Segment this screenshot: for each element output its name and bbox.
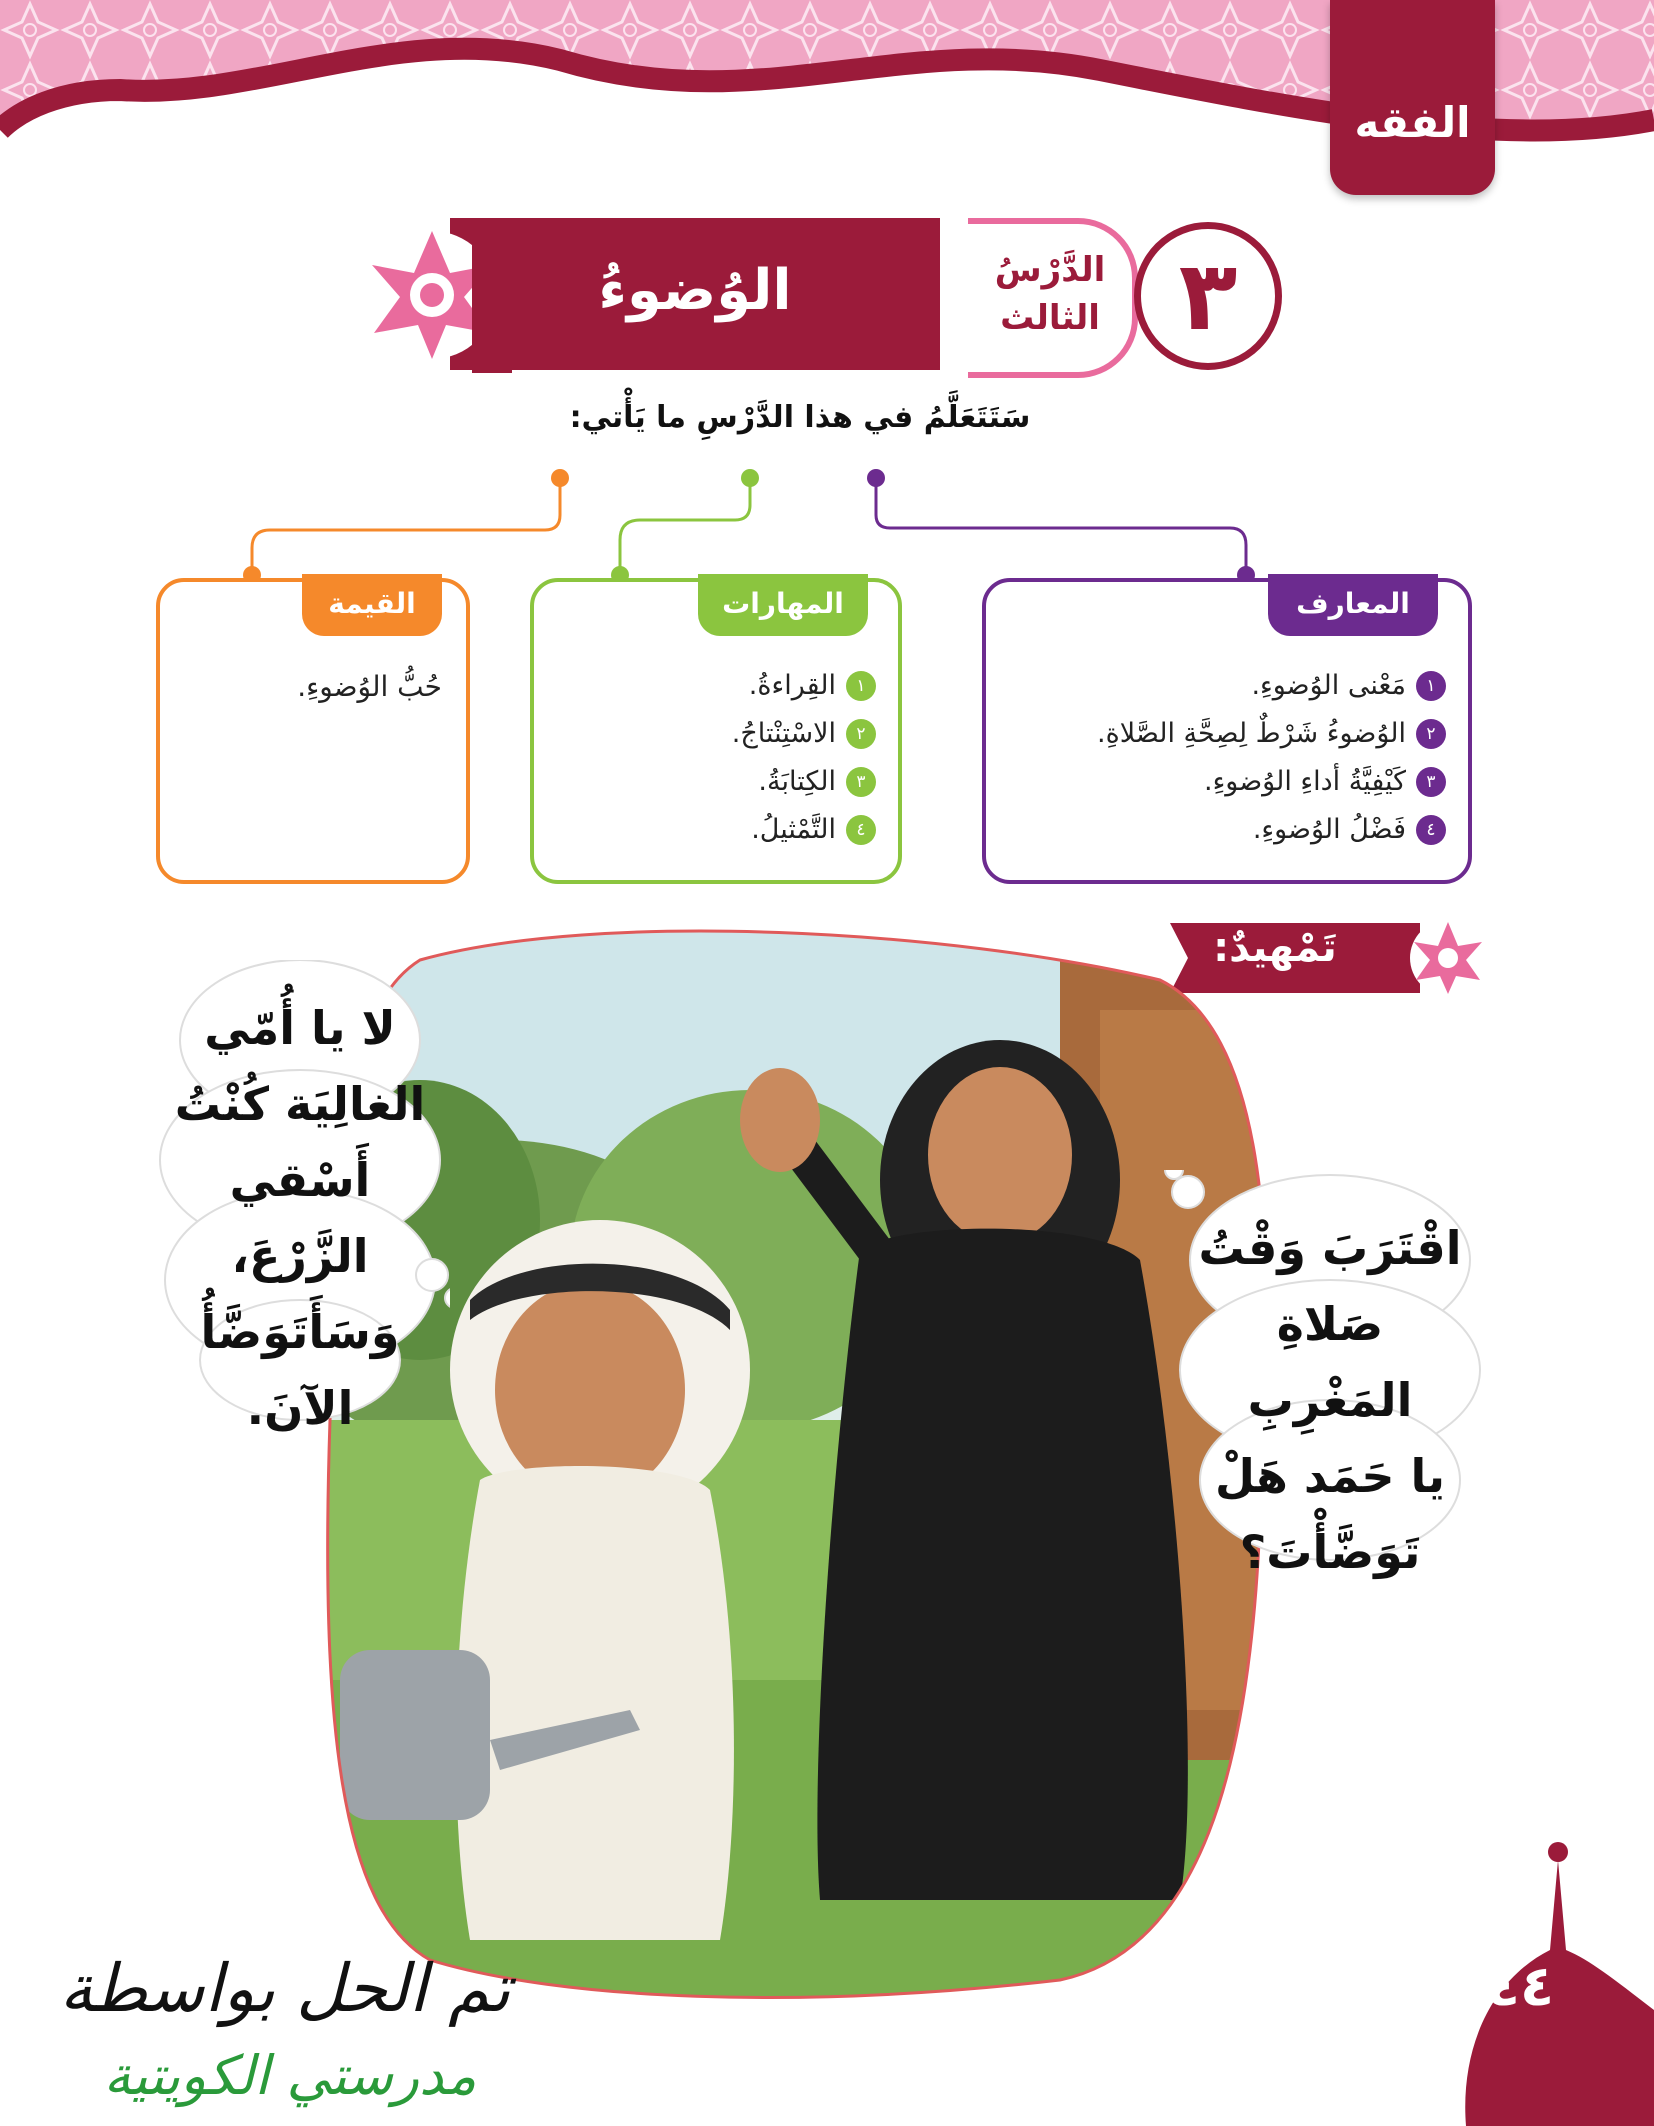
skills-title: المهارات (698, 574, 868, 636)
value-title: القيمة (302, 574, 442, 636)
lesson-intro: سَتَتَعَلَّمُ في هذا الدَّرْسِ ما يَأْتي: (569, 400, 1031, 435)
list-item (1097, 806, 1446, 854)
list-item (732, 806, 876, 854)
boy-line: أَسْقي الزَّرْعَ، (229, 1153, 371, 1283)
lesson-label-line2: الثالث (1000, 298, 1100, 338)
lesson-label-line1: الدَّرْسُ (994, 250, 1106, 290)
watermark-line2: مدرستي الكويتية (103, 2044, 477, 2107)
list-item (732, 662, 876, 710)
knowledge-box (982, 578, 1472, 884)
boy-line: وَسَأَتَوَضَّأُ (200, 1305, 400, 1359)
subject-label: الفقه (1354, 98, 1471, 147)
item-number-icon: ٤ (1416, 815, 1446, 845)
mother-line: تَوَضَّأْتَ؟ (1239, 1525, 1421, 1579)
item-text: التَّمْثيلُ. (751, 814, 836, 845)
value-text: حُبُّ الوُضوءِ. (297, 670, 442, 703)
item-text: فَضْلُ الوُضوءِ. (1252, 814, 1406, 845)
boy-line: لا يا أُمّي (204, 1001, 396, 1055)
skills-list (732, 662, 876, 854)
watermark-line1: تم الحل بواسطة (59, 1950, 511, 2027)
item-text: القِراءةُ. (748, 670, 836, 701)
value-box (156, 578, 470, 884)
lesson-title: الوُضوءُ (598, 258, 792, 323)
page-number: ٤٤ (1485, 1954, 1555, 2019)
item-number-icon: ٢ (846, 719, 876, 749)
item-text: مَعْنى الوُضوءِ. (1251, 670, 1406, 701)
item-text: الوُضوءُ شَرْطٌ لِصِحَّةِ الصَّلاةِ. (1096, 718, 1406, 749)
item-text: الاسْتِنْتاجُ. (731, 718, 836, 749)
item-text: كَيْفِيَّةُ أداءِ الوُضوءِ. (1204, 766, 1406, 797)
item-number-icon: ٣ (1416, 767, 1446, 797)
item-number-icon: ٢ (1416, 719, 1446, 749)
knowledge-title: المعارف (1268, 574, 1438, 636)
list-item (1097, 662, 1446, 710)
mother-line: يا حَمَد هَلْ (1214, 1449, 1446, 1503)
item-number-icon: ٣ (846, 767, 876, 797)
item-number-icon: ٤ (846, 815, 876, 845)
skills-box (530, 578, 902, 884)
mother-speech-text (1190, 1210, 1470, 1590)
mother-line: اقْتَرَبَ وَقْتُ (1198, 1221, 1462, 1275)
outcome-connectors (0, 0, 1654, 620)
knowledge-list (1097, 662, 1446, 854)
boy-line: الآنَ. (246, 1381, 354, 1435)
boy-speech-text (160, 990, 440, 1446)
lesson-number: ٣ (1178, 240, 1238, 352)
mother-line: صَلاةِ المَغْرِبِ (1247, 1297, 1413, 1427)
item-number-icon: ١ (846, 671, 876, 701)
item-text: الكِتابَةُ. (758, 766, 836, 797)
list-item (1097, 758, 1446, 806)
list-item (732, 710, 876, 758)
intro-section-title: تَمْهيدٌ: (1213, 925, 1337, 971)
item-number-icon: ١ (1416, 671, 1446, 701)
boy-line: الغالِيَة كُنْتُ (174, 1077, 426, 1131)
list-item (732, 758, 876, 806)
list-item (1097, 710, 1446, 758)
